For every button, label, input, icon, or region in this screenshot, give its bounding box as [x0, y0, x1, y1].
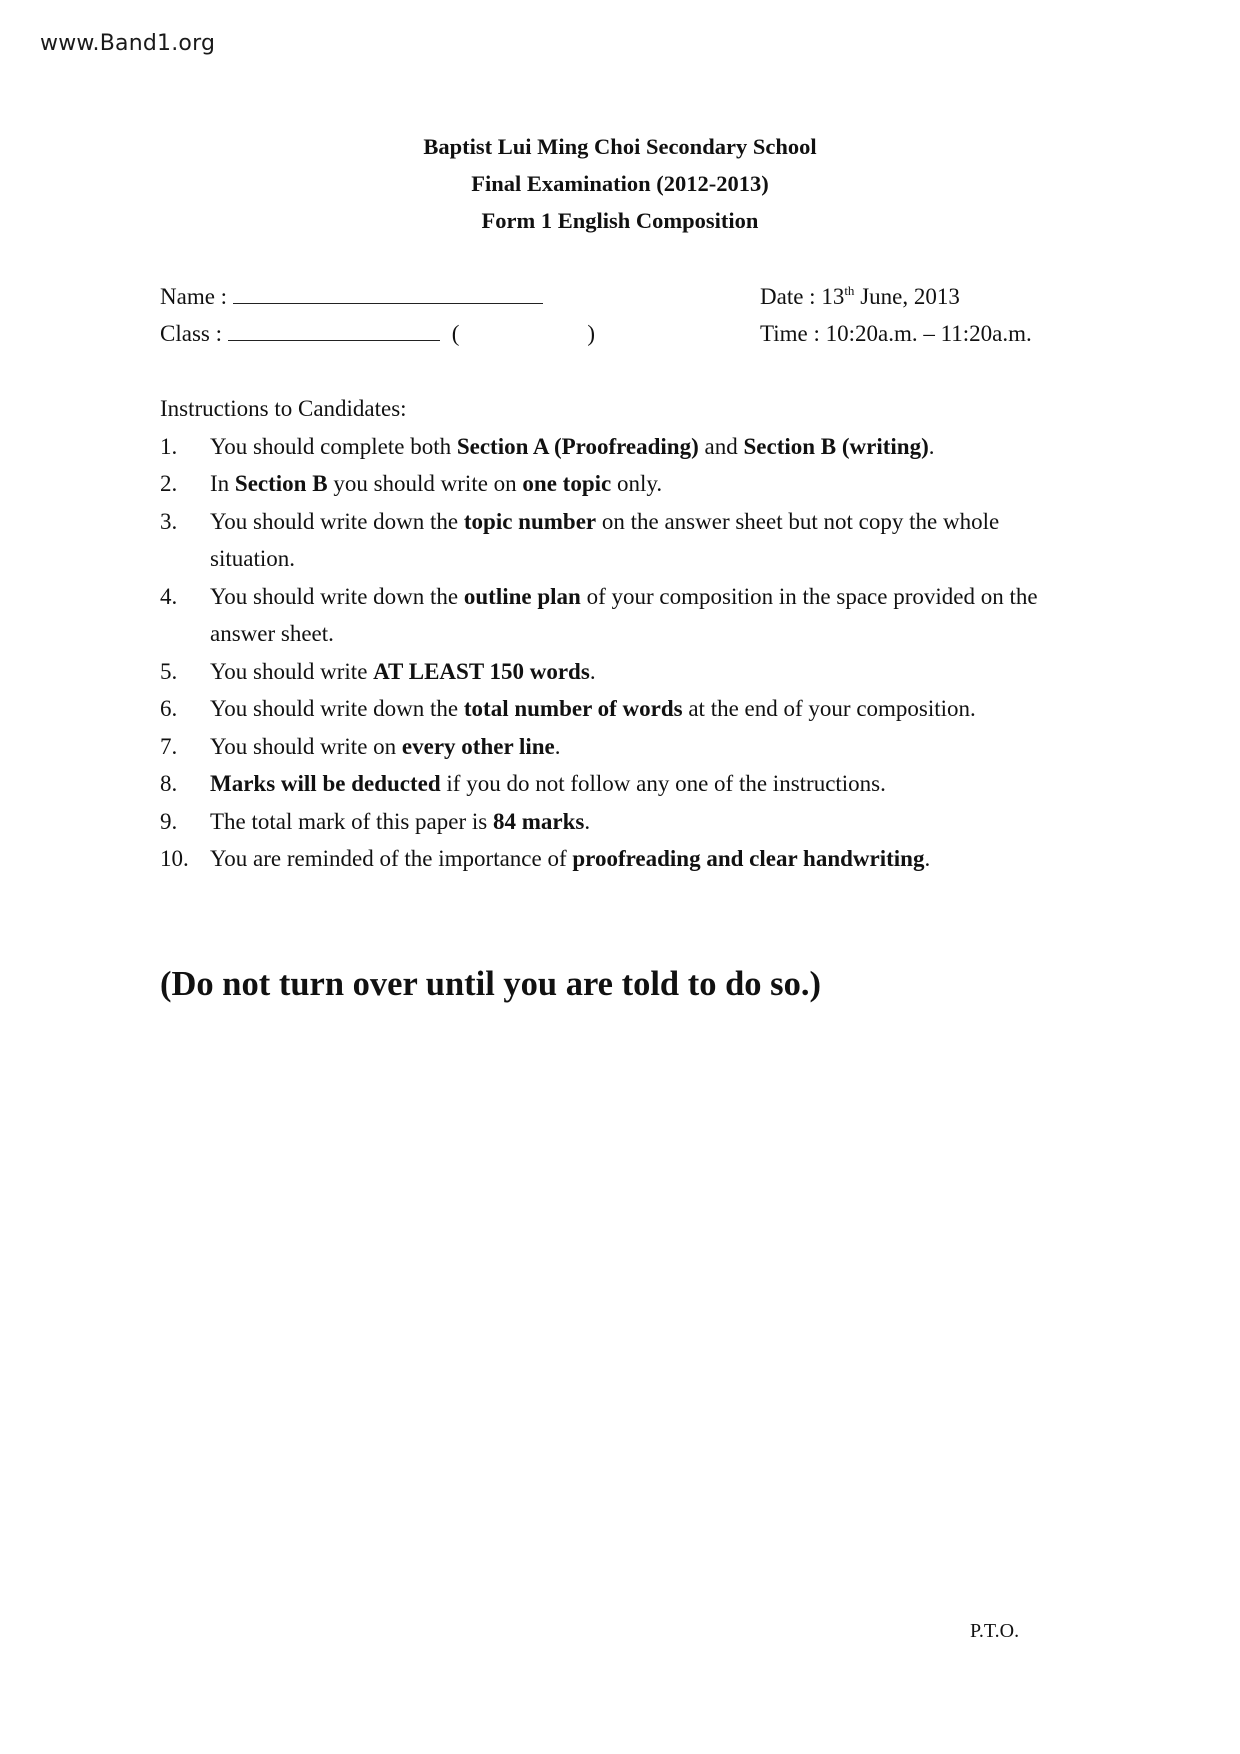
class-row: [160, 315, 595, 352]
instruction-item: [160, 690, 1080, 728]
instructions-heading: Instructions to Candidates:: [160, 396, 407, 421]
instruction-item: [160, 503, 1080, 578]
instruction-number: 8.: [160, 771, 178, 796]
instruction-number: 7.: [160, 733, 178, 759]
watermark-link: www.Band1.org: [40, 31, 216, 56]
date-day: 13: [821, 284, 845, 309]
exam-header: [0, 128, 1240, 239]
candidate-info: [160, 278, 595, 352]
name-label: Name :: [160, 284, 228, 309]
instruction-text: In Section B you should write on one topic only.: [210, 471, 663, 496]
instruction-number: 2.: [160, 471, 178, 496]
instruction-text: You are reminded of the importance of proofreading and clear handwriting.: [210, 846, 931, 871]
instruction-text: You should write on every other line.: [210, 733, 561, 759]
class-label: Class :: [160, 321, 222, 346]
instruction-number: 3.: [160, 508, 178, 534]
instruction-item: [160, 728, 1080, 766]
instruction-text: You should write down the outline plan of your composition in the space provided on the answer sheet.: [210, 583, 1038, 646]
pto-label: P.T.O.: [970, 1620, 1020, 1642]
class-number-close-paren: ): [587, 321, 596, 346]
time-value: 10:20a.m. – 11:20a.m.: [825, 321, 1032, 346]
instruction-item: [160, 653, 1080, 691]
instruction-text: You should write down the topic number on the answer sheet but not copy the whole situation.: [210, 508, 1000, 571]
subject-title: Form 1 English Composition: [481, 208, 759, 233]
do-not-turn-over-notice: (Do not turn over until you are told to do so.): [160, 965, 821, 1003]
instruction-item: [160, 578, 1080, 653]
instruction-text: Marks will be deducted if you do not follow any one of the instructions.: [210, 771, 886, 796]
instruction-text: The total mark of this paper is 84 marks.: [210, 808, 591, 834]
time-label: Time :: [760, 321, 820, 346]
class-number-open-paren: (: [451, 321, 460, 346]
instruction-number: 1.: [160, 433, 178, 459]
schedule-info: [760, 278, 1032, 352]
instruction-item: [160, 803, 1080, 841]
instruction-number: 10.: [160, 846, 189, 871]
date-rest: June, 2013: [860, 284, 960, 309]
instruction-item: [160, 465, 1080, 503]
name-field[interactable]: [233, 302, 543, 304]
instruction-item: [160, 840, 1080, 878]
date-suffix: th: [844, 283, 855, 298]
instruction-number: 9.: [160, 808, 178, 834]
instruction-item: [160, 765, 1080, 803]
instruction-number: 4.: [160, 583, 178, 609]
school-name: Baptist Lui Ming Choi Secondary School: [423, 134, 817, 159]
instruction-text: You should write down the total number of words at the end of your composition.: [210, 696, 976, 721]
instruction-item: [160, 428, 1080, 466]
date-row: [760, 278, 1032, 315]
instruction-number: 6.: [160, 696, 178, 721]
class-field[interactable]: [228, 339, 440, 341]
date-label: Date :: [760, 284, 816, 309]
instruction-number: 5.: [160, 658, 178, 684]
name-row: [160, 278, 595, 315]
exam-title: Final Examination (2012-2013): [471, 171, 769, 196]
time-row: [760, 315, 1032, 352]
instruction-text: You should complete both Section A (Proofreading) and Section B (writing).: [210, 433, 935, 459]
instruction-text: You should write AT LEAST 150 words.: [210, 658, 596, 684]
instructions: [160, 390, 1080, 878]
